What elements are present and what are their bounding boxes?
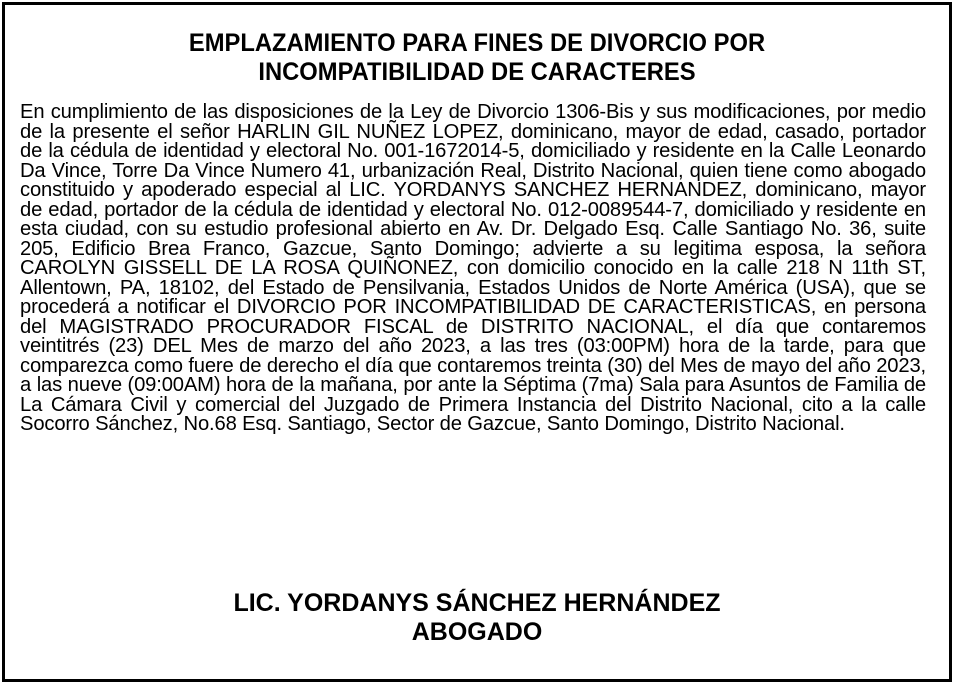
notice-title-line-2: INCOMPATIBILIDAD DE CARACTERES xyxy=(258,58,696,86)
notice-body: En cumplimiento de las disposiciones de la Ley de Divorcio 1306-Bis y sus modificaciones, por medio de la presente el señor HARLIN GIL NUÑEZ LOPEZ, dominicano, mayor de edad, casado, portador de la cédula de identidad y electoral No. 001-1672014-5, domiciliado y residente en la Calle Leonardo Da Vince, Torre Da Vince Numero 41, urbanización Real, Distrito Nacional, quien tiene como abogado constituido y apoderado especial al LIC. YORDANYS SANCHEZ HERNANDEZ, dominicano, mayor de edad, portador de la cédula de identidad y electoral No. 012-0089544-7, domiciliado y residente en esta ciudad, con su estudio profesional abierto en Av. Dr. Delgado Esq. Calle Santiago No. 36, suite 205, Edificio Brea Franco, Gazcue, Santo Domingo; advierte a su legitima esposa, la señora CAROLYN GISSELL DE LA ROSA QUIÑONEZ, con domicilio conocido en la calle 218 N 11th ST, Allentown, PA, 18102, del Estado de Pensilvania, Estados Unidos de Norte América (USA), que se procederá a notificar el DIVORCIO POR INCOMPATIBILIDAD DE CARACTERISTICAS, en persona del MAGISTRADO PROCURADOR FISCAL de DISTRITO NACIONAL, el día que contaremos veintitrés (23) DEL Mes de marzo del año 2023, a las tres (03:00PM) hora de la tarde, para que comparezca como fuere de derecho el día que contaremos treinta (30) del Mes de mayo del año 2023, a las nueve (09:00AM) hora de la mañana, por ante la Séptima (7ma) Sala para Asuntos de Familia de La Cámara Civil y comercial del Juzgado de Primera Instancia del Distrito Nacional, cito a la calle Socorro Sánchez, No.68 Esq. Santiago, Sector de Gazcue, Santo Domingo, Distrito Nacional. xyxy=(20,101,926,435)
signature-block xyxy=(0,589,954,647)
notice-title-line-1: EMPLAZAMIENTO PARA FINES DE DIVORCIO POR xyxy=(188,29,766,57)
notice-title xyxy=(24,29,930,87)
signature-name: LIC. YORDANYS SÁNCHEZ HERNÁNDEZ xyxy=(233,589,721,617)
signature-role: ABOGADO xyxy=(411,618,543,646)
